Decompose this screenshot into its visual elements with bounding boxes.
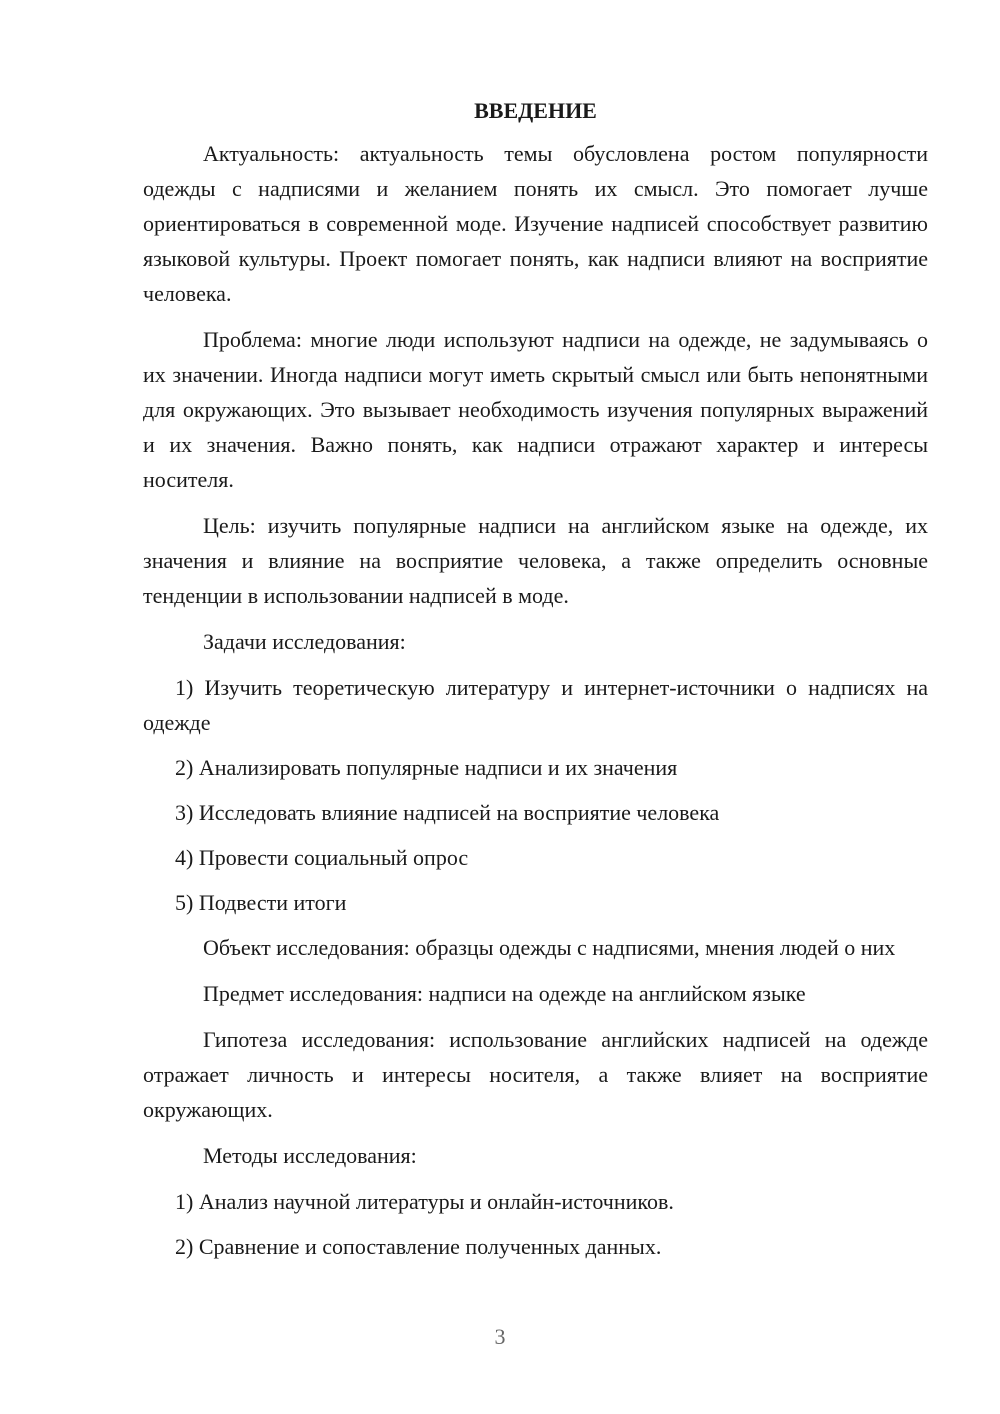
method-item: 1) Анализ научной литературы и онлайн-источников. — [175, 1189, 674, 1214]
tasks-heading: Задачи исследования: — [203, 629, 406, 654]
object-paragraph: Объект исследования: образцы одежды с надписями, мнения людей о них — [203, 935, 896, 960]
task-item: 3) Исследовать влияние надписей на восприятие человека — [175, 800, 720, 825]
relevance-paragraph: Актуальность: актуальность темы обусловлена ростом популярности одежды с надписями и желанием понять их смысл. Это помогает лучше ориентироваться в современной моде. Изучение надписей способствует развитию языковой культуры. Проект помогает понять, как надписи влияют на восприятие человека. — [143, 141, 928, 306]
page-number: 3 — [494, 1324, 506, 1349]
problem-paragraph: Проблема: многие люди используют надписи на одежде, не задумываясь о их значении. Иногда надписи могут иметь скрытый смысл или быть непонятными для окружающих. Это вызывает необходимость изучения популярных выражений и их значения. Важно понять, как надписи отражают характер и интересы носителя. — [143, 327, 928, 492]
task-item: 4) Провести социальный опрос — [175, 845, 469, 870]
methods-heading: Методы исследования: — [203, 1143, 417, 1168]
goal-paragraph: Цель: изучить популярные надписи на английском языке на одежде, их значения и влияние на восприятие человека, а также определить основные тенденции в использовании надписей в моде. — [143, 513, 928, 608]
task-item: 1) Изучить теоретическую литературу и интернет-источники о надписях на одежде — [143, 675, 928, 735]
task-item: 2) Анализировать популярные надписи и их значения — [175, 755, 678, 780]
document-page — [143, 96, 928, 1274]
hypothesis-paragraph: Гипотеза исследования: использование английских надписей на одежде отражает личность и интересы носителя, а также влияет на восприятие окружающих. — [143, 1027, 928, 1122]
subject-paragraph: Предмет исследования: надписи на одежде на английском языке — [203, 981, 806, 1006]
section-title: ВВЕДЕНИЕ — [474, 98, 597, 123]
task-item: 5) Подвести итоги — [175, 890, 347, 915]
method-item: 2) Сравнение и сопоставление полученных данных. — [175, 1234, 662, 1259]
